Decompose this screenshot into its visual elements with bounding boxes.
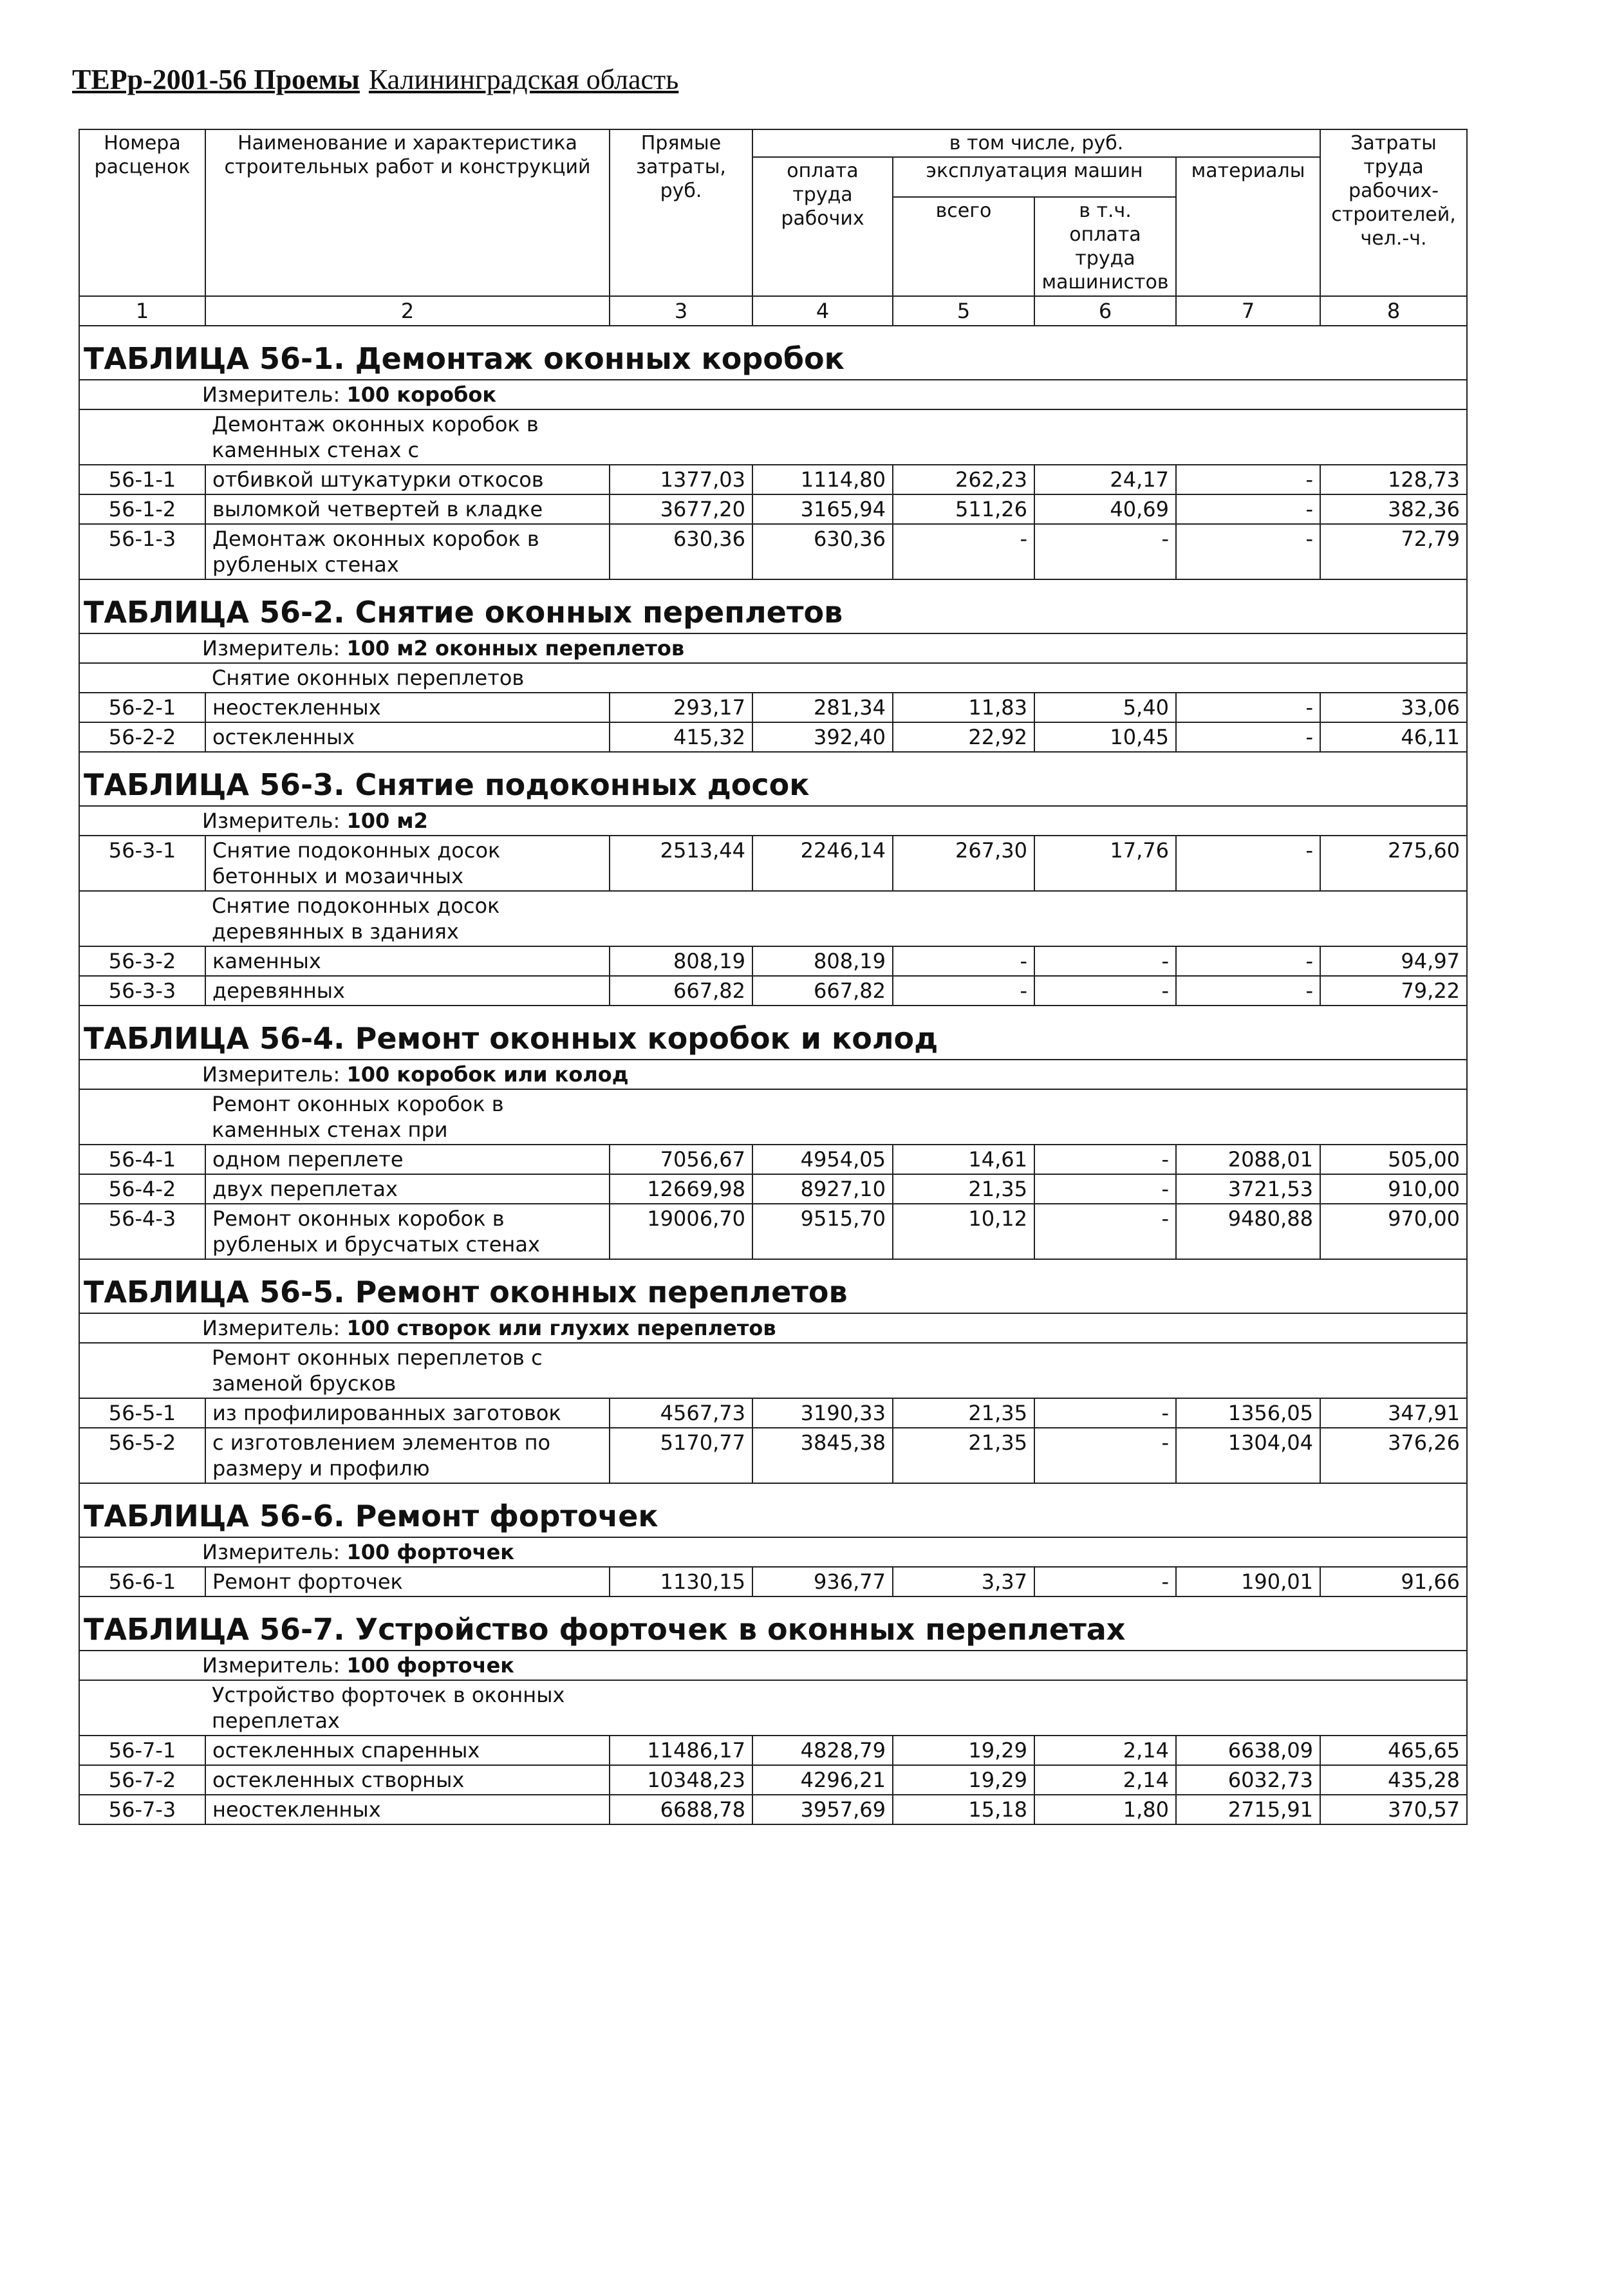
table-row <box>79 1795 1467 1824</box>
section-unit <box>79 806 1467 836</box>
value-wages: 2246,14 <box>752 836 893 891</box>
value-machinists-wages: - <box>1034 946 1176 976</box>
subgroup-spacer <box>79 663 205 693</box>
section-unit <box>79 1537 1467 1567</box>
value-machinists-wages: 1,80 <box>1034 1795 1176 1824</box>
value-direct-costs: 11486,17 <box>610 1736 752 1765</box>
section-unit-row <box>79 1313 1467 1343</box>
subgroup-text-content: Снятие подоконных досок деревянных в зданиях <box>212 894 500 944</box>
work-name: Ремонт оконных коробок в рубленых и брусчатых стенах <box>205 1204 610 1259</box>
value-materials: - <box>1176 722 1320 752</box>
table-row <box>79 465 1467 494</box>
value-materials: 9480,88 <box>1176 1204 1320 1259</box>
subgroup-spacer <box>79 409 205 465</box>
section-title-row <box>79 1596 1467 1651</box>
rate-code: 56-5-2 <box>79 1428 205 1483</box>
value-machinists-wages: 2,14 <box>1034 1736 1176 1765</box>
unit-label: Измеритель: <box>202 1316 341 1340</box>
document-code: ТЕРр-2001-56 Проемы <box>72 64 360 95</box>
section-title-row <box>79 752 1467 806</box>
value-materials: - <box>1176 946 1320 976</box>
column-number: 7 <box>1176 296 1320 326</box>
subgroup-text-content: Снятие оконных переплетов <box>212 666 525 690</box>
rate-code: 56-2-2 <box>79 722 205 752</box>
value-labor-hours: 435,28 <box>1320 1765 1467 1795</box>
value-labor-hours: 94,97 <box>1320 946 1467 976</box>
value-labor-hours: 46,11 <box>1320 722 1467 752</box>
value-machinists-wages: 10,45 <box>1034 722 1176 752</box>
section-title: ТАБЛИЦА 56-5. Ремонт оконных переплетов <box>79 1259 1467 1313</box>
subgroup-spacer <box>79 1343 205 1398</box>
value-materials: 6032,73 <box>1176 1765 1320 1795</box>
table-row <box>79 1736 1467 1765</box>
document-title <box>72 63 678 96</box>
table-row <box>79 1567 1467 1596</box>
section-title: ТАБЛИЦА 56-7. Устройство форточек в оконных переплетах <box>79 1596 1467 1651</box>
value-machines-total: 19,29 <box>893 1736 1034 1765</box>
work-name: с изготовлением элементов по размеру и профилю <box>205 1428 610 1483</box>
work-name: остекленных <box>205 722 610 752</box>
table-row <box>79 1765 1467 1795</box>
section-title: ТАБЛИЦА 56-1. Демонтаж оконных коробок <box>79 326 1467 380</box>
value-machines-total: 11,83 <box>893 693 1034 722</box>
section-unit-row <box>79 633 1467 663</box>
value-machines-total: 262,23 <box>893 465 1034 494</box>
subgroup-row <box>79 1680 1467 1736</box>
rate-code: 56-1-2 <box>79 494 205 524</box>
value-direct-costs: 12669,98 <box>610 1174 752 1204</box>
table-row <box>79 1145 1467 1174</box>
value-direct-costs: 4567,73 <box>610 1398 752 1428</box>
value-direct-costs: 3677,20 <box>610 494 752 524</box>
value-machines-total: 21,35 <box>893 1174 1034 1204</box>
header-labor-costs: Затраты труда рабочих-строителей, чел.-ч. <box>1320 129 1467 296</box>
header-machinists-wages: в т.ч. оплата труда машинистов <box>1034 197 1176 296</box>
section-title-row <box>79 1006 1467 1060</box>
value-wages: 936,77 <box>752 1567 893 1596</box>
work-name: Ремонт форточек <box>205 1567 610 1596</box>
value-wages: 8927,10 <box>752 1174 893 1204</box>
unit-value: 100 створок или глухих переплетов <box>346 1316 776 1340</box>
value-labor-hours: 33,06 <box>1320 693 1467 722</box>
value-machines-total: 267,30 <box>893 836 1034 891</box>
table-row <box>79 1174 1467 1204</box>
value-wages: 1114,80 <box>752 465 893 494</box>
section-unit <box>79 633 1467 663</box>
value-labor-hours: 910,00 <box>1320 1174 1467 1204</box>
table-row <box>79 1204 1467 1259</box>
section-title: ТАБЛИЦА 56-6. Ремонт форточек <box>79 1483 1467 1537</box>
table-row <box>79 494 1467 524</box>
value-direct-costs: 1377,03 <box>610 465 752 494</box>
value-machines-total: - <box>893 976 1034 1006</box>
value-machinists-wages: - <box>1034 1567 1176 1596</box>
value-machines-total: 511,26 <box>893 494 1034 524</box>
value-materials: 2088,01 <box>1176 1145 1320 1174</box>
value-wages: 392,40 <box>752 722 893 752</box>
value-machines-total: - <box>893 946 1034 976</box>
value-direct-costs: 7056,67 <box>610 1145 752 1174</box>
section-title: ТАБЛИЦА 56-3. Снятие подоконных досок <box>79 752 1467 806</box>
value-wages: 3845,38 <box>752 1428 893 1483</box>
unit-value: 100 форточек <box>346 1540 514 1564</box>
value-materials: 1304,04 <box>1176 1428 1320 1483</box>
value-materials: 3721,53 <box>1176 1174 1320 1204</box>
unit-label: Измеритель: <box>202 1062 341 1087</box>
table-row <box>79 1428 1467 1483</box>
work-name: одном переплете <box>205 1145 610 1174</box>
value-machines-total: 14,61 <box>893 1145 1034 1174</box>
value-machines-total: - <box>893 524 1034 579</box>
value-direct-costs: 6688,78 <box>610 1795 752 1824</box>
value-wages: 630,36 <box>752 524 893 579</box>
value-machinists-wages: - <box>1034 976 1176 1006</box>
subgroup-row <box>79 1343 1467 1398</box>
value-wages: 667,82 <box>752 976 893 1006</box>
section-unit-row <box>79 1060 1467 1089</box>
subgroup-spacer <box>79 891 205 946</box>
work-name: из профилированных заготовок <box>205 1398 610 1428</box>
value-materials: 190,01 <box>1176 1567 1320 1596</box>
value-machines-total: 3,37 <box>893 1567 1034 1596</box>
unit-value: 100 форточек <box>346 1653 514 1678</box>
column-number: 4 <box>752 296 893 326</box>
value-labor-hours: 382,36 <box>1320 494 1467 524</box>
value-labor-hours: 128,73 <box>1320 465 1467 494</box>
value-direct-costs: 293,17 <box>610 693 752 722</box>
subgroup-row <box>79 663 1467 693</box>
subgroup-text <box>205 663 1467 693</box>
rate-code: 56-1-1 <box>79 465 205 494</box>
value-labor-hours: 376,26 <box>1320 1428 1467 1483</box>
work-name: выломкой четвертей в кладке <box>205 494 610 524</box>
value-machinists-wages: 17,76 <box>1034 836 1176 891</box>
subgroup-row <box>79 891 1467 946</box>
section-unit <box>79 380 1467 409</box>
header-machines-total: всего <box>893 197 1034 296</box>
subgroup-text-content: Устройство форточек в оконных переплетах <box>212 1683 565 1733</box>
rate-code: 56-3-3 <box>79 976 205 1006</box>
header-row <box>79 129 1467 157</box>
work-name: двух переплетах <box>205 1174 610 1204</box>
table-row <box>79 836 1467 891</box>
value-materials: 1356,05 <box>1176 1398 1320 1428</box>
work-name: отбивкой штукатурки откосов <box>205 465 610 494</box>
value-machinists-wages: 5,40 <box>1034 693 1176 722</box>
subgroup-text <box>205 891 1467 946</box>
work-name: неостекленных <box>205 693 610 722</box>
document-region: Калининградская область <box>368 64 679 95</box>
value-machines-total: 10,12 <box>893 1204 1034 1259</box>
rate-code: 56-7-3 <box>79 1795 205 1824</box>
rate-code: 56-4-1 <box>79 1145 205 1174</box>
table-row <box>79 946 1467 976</box>
subgroup-spacer <box>79 1680 205 1736</box>
subgroup-text <box>205 409 1467 465</box>
value-machines-total: 22,92 <box>893 722 1034 752</box>
rate-code: 56-3-2 <box>79 946 205 976</box>
value-wages: 4954,05 <box>752 1145 893 1174</box>
value-materials: - <box>1176 465 1320 494</box>
value-labor-hours: 370,57 <box>1320 1795 1467 1824</box>
unit-label: Измеритель: <box>202 809 341 833</box>
value-materials: - <box>1176 693 1320 722</box>
table-row <box>79 722 1467 752</box>
value-direct-costs: 5170,77 <box>610 1428 752 1483</box>
work-name: каменных <box>205 946 610 976</box>
value-labor-hours: 465,65 <box>1320 1736 1467 1765</box>
unit-label: Измеритель: <box>202 382 341 407</box>
table-row <box>79 1398 1467 1428</box>
rate-code: 56-3-1 <box>79 836 205 891</box>
value-direct-costs: 808,19 <box>610 946 752 976</box>
value-materials: - <box>1176 524 1320 579</box>
rate-code: 56-4-2 <box>79 1174 205 1204</box>
section-title-row <box>79 1259 1467 1313</box>
section-title-row <box>79 326 1467 380</box>
column-number: 6 <box>1034 296 1176 326</box>
section-unit-row <box>79 380 1467 409</box>
subgroup-text <box>205 1089 1467 1145</box>
value-machines-total: 15,18 <box>893 1795 1034 1824</box>
value-wages: 9515,70 <box>752 1204 893 1259</box>
rate-code: 56-5-1 <box>79 1398 205 1428</box>
work-name: неостекленных <box>205 1795 610 1824</box>
unit-value: 100 коробок или колод <box>346 1062 629 1087</box>
value-wages: 808,19 <box>752 946 893 976</box>
rates-table-body <box>79 129 1467 1824</box>
table-row <box>79 976 1467 1006</box>
value-machinists-wages: - <box>1034 524 1176 579</box>
value-materials: 2715,91 <box>1176 1795 1320 1824</box>
value-direct-costs: 10348,23 <box>610 1765 752 1795</box>
value-direct-costs: 2513,44 <box>610 836 752 891</box>
header-direct-costs: Прямые затраты, руб. <box>610 129 752 296</box>
value-labor-hours: 91,66 <box>1320 1567 1467 1596</box>
column-number: 5 <box>893 296 1034 326</box>
value-wages: 3165,94 <box>752 494 893 524</box>
work-name: Демонтаж оконных коробок в рубленых стенах <box>205 524 610 579</box>
value-wages: 281,34 <box>752 693 893 722</box>
section-title: ТАБЛИЦА 56-2. Снятие оконных переплетов <box>79 579 1467 633</box>
value-wages: 3957,69 <box>752 1795 893 1824</box>
value-materials: - <box>1176 836 1320 891</box>
value-machinists-wages: - <box>1034 1428 1176 1483</box>
header-wages: оплата труда рабочих <box>752 157 893 296</box>
section-unit-row <box>79 1651 1467 1680</box>
column-number: 2 <box>205 296 610 326</box>
value-machinists-wages: 2,14 <box>1034 1765 1176 1795</box>
column-number: 3 <box>610 296 752 326</box>
section-unit <box>79 1651 1467 1680</box>
value-machines-total: 21,35 <box>893 1428 1034 1483</box>
value-labor-hours: 347,91 <box>1320 1398 1467 1428</box>
value-machines-total: 19,29 <box>893 1765 1034 1795</box>
unit-value: 100 м2 <box>346 809 428 833</box>
header-including: в том числе, руб. <box>752 129 1320 157</box>
section-unit <box>79 1313 1467 1343</box>
value-materials: 6638,09 <box>1176 1736 1320 1765</box>
rate-code: 56-1-3 <box>79 524 205 579</box>
section-title-row <box>79 1483 1467 1537</box>
work-name: деревянных <box>205 976 610 1006</box>
value-machinists-wages: 40,69 <box>1034 494 1176 524</box>
unit-label: Измеритель: <box>202 1653 341 1678</box>
subgroup-text <box>205 1343 1467 1398</box>
value-labor-hours: 970,00 <box>1320 1204 1467 1259</box>
subgroup-text <box>205 1680 1467 1736</box>
value-machinists-wages: 24,17 <box>1034 465 1176 494</box>
column-numbers-row <box>79 296 1467 326</box>
column-number: 1 <box>79 296 205 326</box>
value-direct-costs: 667,82 <box>610 976 752 1006</box>
rates-table <box>79 129 1468 1825</box>
subgroup-text-content: Ремонт оконных коробок в каменных стенах при <box>212 1092 504 1142</box>
rate-code: 56-2-1 <box>79 693 205 722</box>
unit-value: 100 коробок <box>346 382 497 407</box>
value-machinists-wages: - <box>1034 1174 1176 1204</box>
section-title: ТАБЛИЦА 56-4. Ремонт оконных коробок и колод <box>79 1006 1467 1060</box>
value-direct-costs: 1130,15 <box>610 1567 752 1596</box>
rate-code: 56-6-1 <box>79 1567 205 1596</box>
value-machines-total: 21,35 <box>893 1398 1034 1428</box>
value-labor-hours: 505,00 <box>1320 1145 1467 1174</box>
unit-label: Измеритель: <box>202 1540 341 1564</box>
rate-code: 56-4-3 <box>79 1204 205 1259</box>
value-machinists-wages: - <box>1034 1204 1176 1259</box>
value-labor-hours: 79,22 <box>1320 976 1467 1006</box>
section-title-row <box>79 579 1467 633</box>
rate-code: 56-7-2 <box>79 1765 205 1795</box>
subgroup-text-content: Ремонт оконных переплетов с заменой брусков <box>212 1345 543 1396</box>
work-name: остекленных спаренных <box>205 1736 610 1765</box>
subgroup-text-content: Демонтаж оконных коробок в каменных стенах с <box>212 412 539 462</box>
work-name: остекленных створных <box>205 1765 610 1795</box>
unit-value: 100 м2 оконных переплетов <box>346 636 685 660</box>
value-direct-costs: 415,32 <box>610 722 752 752</box>
value-wages: 4296,21 <box>752 1765 893 1795</box>
value-machinists-wages: - <box>1034 1145 1176 1174</box>
value-wages: 4828,79 <box>752 1736 893 1765</box>
subgroup-row <box>79 409 1467 465</box>
table-row <box>79 693 1467 722</box>
header-codes: Номера расценок <box>79 129 205 296</box>
rate-code: 56-7-1 <box>79 1736 205 1765</box>
header-machines: эксплуатация машин <box>893 157 1176 197</box>
section-unit-row <box>79 1537 1467 1567</box>
value-direct-costs: 630,36 <box>610 524 752 579</box>
unit-label: Измеритель: <box>202 636 341 660</box>
value-labor-hours: 275,60 <box>1320 836 1467 891</box>
value-wages: 3190,33 <box>752 1398 893 1428</box>
value-labor-hours: 72,79 <box>1320 524 1467 579</box>
work-name: Снятие подоконных досок бетонных и мозаичных <box>205 836 610 891</box>
value-materials: - <box>1176 976 1320 1006</box>
value-machinists-wages: - <box>1034 1398 1176 1428</box>
subgroup-row <box>79 1089 1467 1145</box>
column-number: 8 <box>1320 296 1467 326</box>
header-materials: материалы <box>1176 157 1320 296</box>
section-unit <box>79 1060 1467 1089</box>
value-materials: - <box>1176 494 1320 524</box>
table-row <box>79 524 1467 579</box>
value-direct-costs: 19006,70 <box>610 1204 752 1259</box>
subgroup-spacer <box>79 1089 205 1145</box>
section-unit-row <box>79 806 1467 836</box>
header-name: Наименование и характеристика строительных работ и конструкций <box>205 129 610 296</box>
